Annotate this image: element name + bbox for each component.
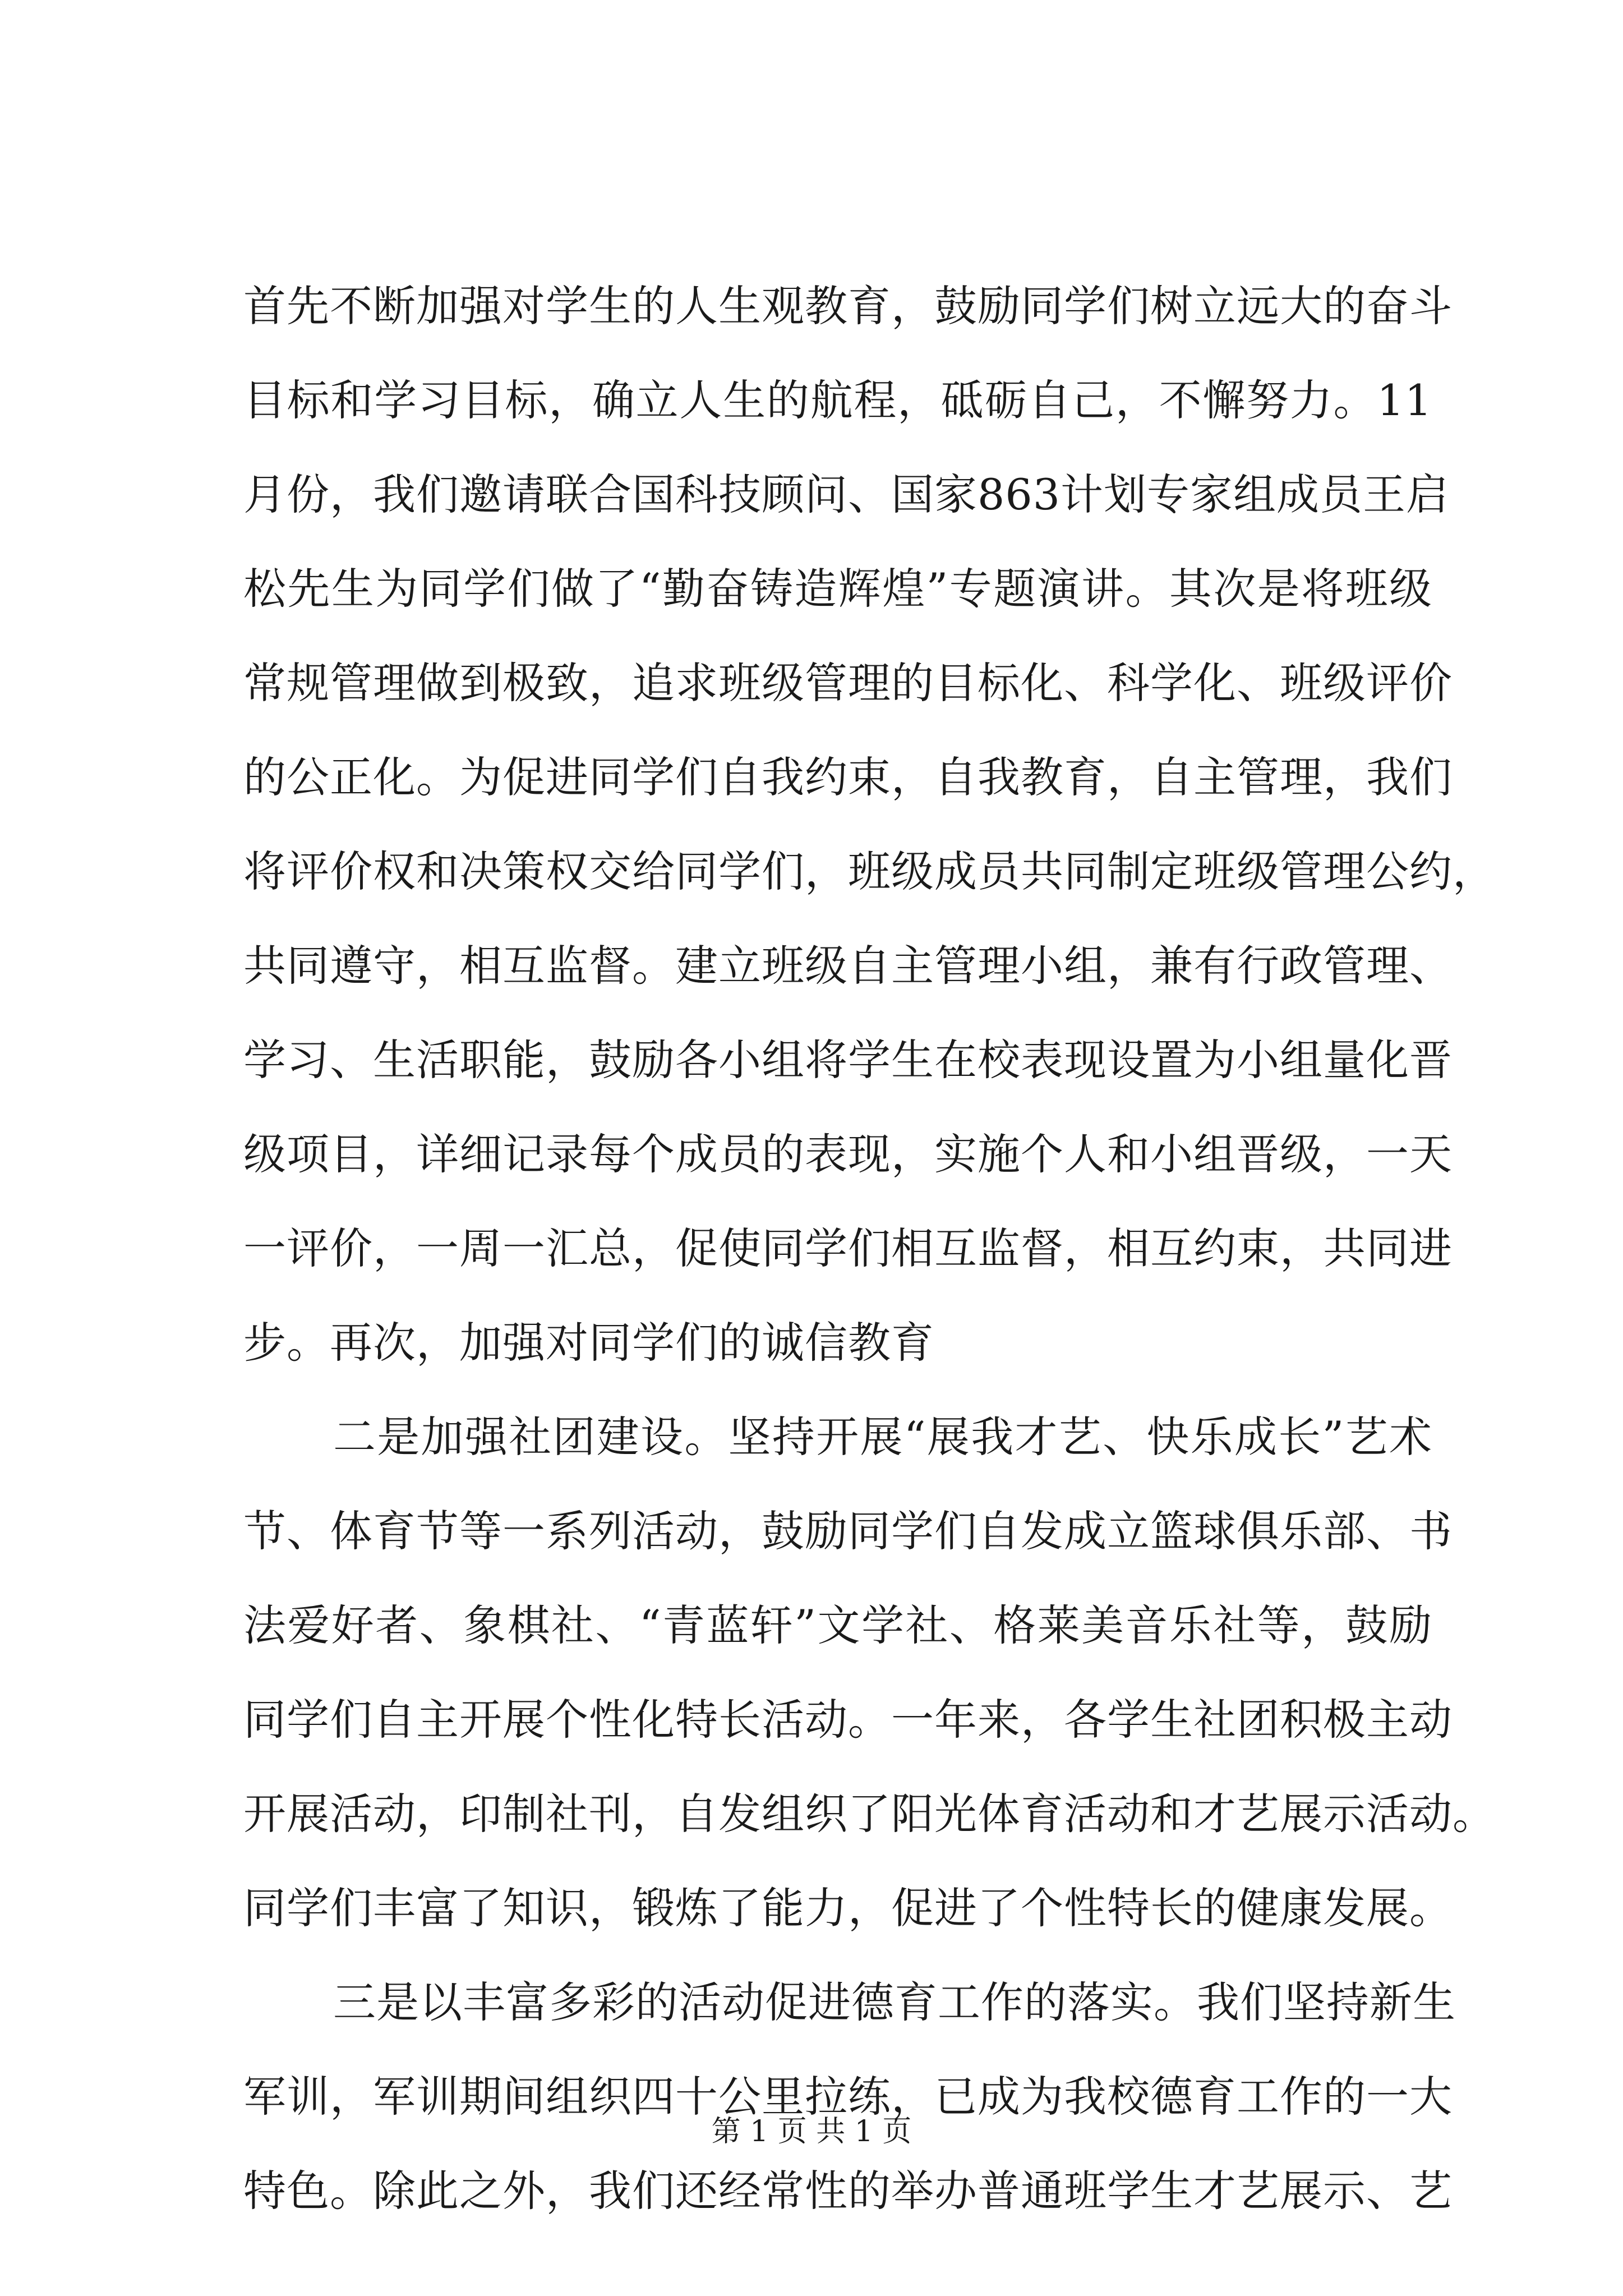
text-line: 目标和学习目标，确立人生的航程，砥砺自己，不懈努力。11	[243, 375, 1432, 425]
text-line: 的公正化。为促进同学们自我约束，自我教育，自主管理，我们	[243, 752, 1453, 802]
text-line: 特色。除此之外，我们还经常性的举办普通班学生才艺展示、艺	[243, 2166, 1453, 2216]
text-line: 常规管理做到极致，追求班级管理的目标化、科学化、班级评价	[243, 658, 1453, 708]
text-line: 法爱好者、象棋社、“青蓝轩”文学社、格莱美音乐社等，鼓励	[243, 1600, 1432, 1650]
document-body	[243, 259, 1496, 2238]
paragraph-first-line: 二是加强社团建设。坚持开展“展我才艺、快乐成长”艺术	[333, 1412, 1432, 1462]
text-line: 首先不断加强对学生的人生观教育，鼓励同学们树立远大的奋斗	[243, 281, 1453, 331]
text-line: 军训，军训期间组织四十公里拉练，已成为我校德育工作的一大	[243, 2072, 1453, 2122]
text-line: 松先生为同学们做了“勤奋铸造辉煌”专题演讲。其次是将班级	[243, 564, 1432, 614]
paragraph-first-line: 三是以丰富多彩的活动促进德育工作的落实。我们坚持新生	[333, 1977, 1456, 2027]
text-line: 共同遵守，相互监督。建立班级自主管理小组，兼有行政管理、	[243, 941, 1453, 991]
text-line: 节、体育节等一系列活动，鼓励同学们自发成立篮球俱乐部、书	[243, 1506, 1453, 1556]
text-line: 一评价，一周一汇总，促使同学们相互监督，相互约束，共同进	[243, 1223, 1453, 1273]
paragraph-end-line: 步。再次，加强对同学们的诚信教育	[243, 1318, 934, 1368]
text-line: 同学们自主开展个性化特长活动。一年来，各学生社团积极主动	[243, 1695, 1453, 1745]
text-line: 学习、生活职能，鼓励各小组将学生在校表现设置为小组量化晋	[243, 1035, 1453, 1085]
text-line: 开展活动，印制社刊，自发组织了阳光体育活动和才艺展示活动。	[243, 1789, 1496, 1839]
text-line: 将评价权和决策权交给同学们，班级成员共同制定班级管理公约，	[243, 846, 1496, 896]
paragraph-end-line: 同学们丰富了知识，锻炼了能力，促进了个性特长的健康发展。	[243, 1883, 1453, 1933]
text-line: 月份，我们邀请联合国科技顾问、国家863计划专家组成员王启	[243, 470, 1450, 519]
page-footer	[0, 2109, 1623, 2154]
text-line: 级项目，详细记录每个成员的表现，实施个人和小组晋级，一天	[243, 1129, 1453, 1179]
page-number-label: 第 1 页 共 1 页	[711, 2115, 912, 2148]
